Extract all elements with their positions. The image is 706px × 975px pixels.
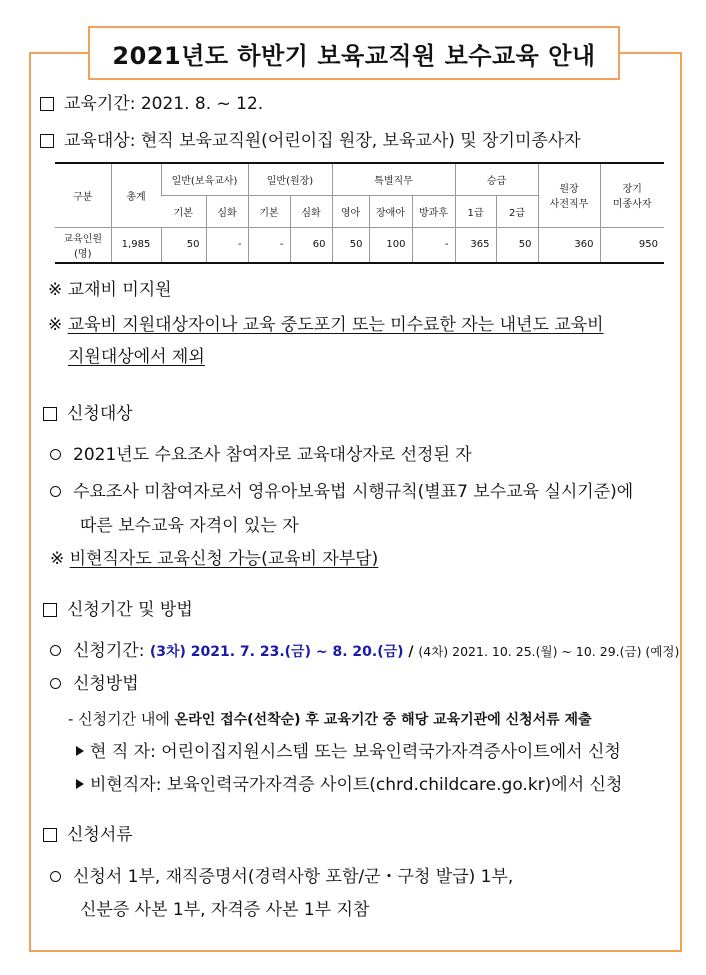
sub-disabled: 장애아 xyxy=(369,195,412,227)
apply-target-heading: 신청대상 xyxy=(43,403,133,425)
sub-grade-1: 1급 xyxy=(455,195,496,227)
table-cell: 60 xyxy=(290,227,332,263)
circle-bullet-icon xyxy=(50,645,61,656)
period-line xyxy=(40,93,263,115)
note-refund-line2: 지원대상에서 제외 xyxy=(68,347,205,367)
header-longterm: 장기 미종사자 xyxy=(600,163,664,227)
checkbox-icon xyxy=(40,97,54,111)
circle-bullet-icon xyxy=(50,871,61,882)
table-cell: - xyxy=(412,227,455,263)
sub-infant: 영아 xyxy=(332,195,369,227)
period-label: 교육기간: xyxy=(64,94,136,114)
row-label: 교육인원 (명) xyxy=(55,227,111,263)
apply-period-line: 신청기간: (3차) 2021. 7. 23.(금) ~ 8. 20.(금) / (4차) 2021. 10. 25.(월) ~ 10. 29.(금) (예정) xyxy=(50,640,679,663)
period-3rd: (3차) 2021. 7. 23.(금) ~ 8. 20.(금) xyxy=(149,644,404,660)
checkbox-icon xyxy=(43,603,57,617)
table-cell: 50 xyxy=(496,227,538,263)
documents-line2: 신분증 사본 1부, 자격증 사본 1부 지참 xyxy=(80,900,370,920)
method-non-current: 비현직자: 보육인력국가자격증 사이트(chrd.childcare.go.kr)에서 신청 xyxy=(76,774,622,796)
apply-method-desc: - 신청기간 내에 온라인 접수(선착순) 후 교육기간 중 해당 교육기관에 신청서류 제출 xyxy=(68,710,592,728)
table-cell: 100 xyxy=(369,227,412,263)
table-cell: 50 xyxy=(161,227,206,263)
target-label: 교육대상: xyxy=(64,131,136,151)
apply-target-item1: 2021년도 수요조사 참여자로 교육대상자로 선정된 자 xyxy=(50,444,472,466)
table-cell: - xyxy=(248,227,290,263)
checkbox-icon xyxy=(43,828,57,842)
apply-method-label: 신청방법 xyxy=(50,673,139,695)
table-cell: - xyxy=(206,227,248,263)
sub-basic-2: 기본 xyxy=(248,195,290,227)
note-textbook: ※ 교재비 미지원 xyxy=(48,280,172,300)
note-refund-line1: ※ 교육비 지원대상자이나 교육 중도포기 또는 미수료한 자는 내년도 교육비 xyxy=(48,315,604,335)
documents-heading: 신청서류 xyxy=(43,824,133,846)
checkbox-icon xyxy=(40,134,54,148)
page-title: 2021년도 하반기 보육교직원 보수교육 안내 xyxy=(88,26,620,80)
apply-target-item2-cont: 따른 보수교육 자격이 있는 자 xyxy=(80,516,299,536)
table-cell: 950 xyxy=(600,227,664,263)
sub-grade-2: 2급 xyxy=(496,195,538,227)
sub-advanced-1: 심화 xyxy=(206,195,248,227)
sub-advanced-2: 심화 xyxy=(290,195,332,227)
sub-afterschool: 방과후 xyxy=(412,195,455,227)
table-cell: 365 xyxy=(455,227,496,263)
header-director-prep: 원장 사전직무 xyxy=(538,163,600,227)
apply-target-item2: 수요조사 미참여자로서 영유아보육법 시행규칙(별표7 보수교육 실시기준)에 xyxy=(50,481,633,503)
circle-bullet-icon xyxy=(50,486,61,497)
circle-bullet-icon xyxy=(50,678,61,689)
apply-target-note: ※ 비현직자도 교육신청 가능(교육비 자부담) xyxy=(50,549,379,569)
table-cell: 360 xyxy=(538,227,600,263)
method-current: 현 직 자: 어린이집지원시스템 또는 보육인력국가자격증사이트에서 신청 xyxy=(76,741,621,763)
header-general-teacher: 일반(보육교사) xyxy=(161,163,248,195)
header-gubun: 구분 xyxy=(55,163,111,227)
checkbox-icon xyxy=(43,407,57,421)
header-total: 총계 xyxy=(111,163,161,227)
target-value: 현직 보육교직원(어린이집 원장, 보육교사) 및 장기미종사자 xyxy=(140,131,581,151)
circle-bullet-icon xyxy=(50,449,61,460)
table-cell: 50 xyxy=(332,227,369,263)
header-special: 특별직무 xyxy=(332,163,455,195)
apply-period-heading: 신청기간 및 방법 xyxy=(43,599,193,621)
period-4th: (4차) 2021. 10. 25.(월) ~ 10. 29.(금) (예정) xyxy=(418,644,680,659)
header-general-director: 일반(원장) xyxy=(248,163,332,195)
sub-basic-1: 기본 xyxy=(161,195,206,227)
note-refund-text: 교육비 지원대상자이나 교육 중도포기 또는 미수료한 자는 내년도 교육비 xyxy=(67,315,604,335)
table-cell: 1,985 xyxy=(111,227,161,263)
triangle-bullet-icon xyxy=(76,779,84,789)
period-value: 2021. 8. ~ 12. xyxy=(140,94,264,114)
documents-line1: 신청서 1부, 재직증명서(경력사항 포함/군・구청 발급) 1부, xyxy=(50,866,513,888)
education-count-table xyxy=(55,162,664,264)
triangle-bullet-icon xyxy=(76,746,84,756)
target-line xyxy=(40,130,581,152)
header-promotion: 승급 xyxy=(455,163,538,195)
